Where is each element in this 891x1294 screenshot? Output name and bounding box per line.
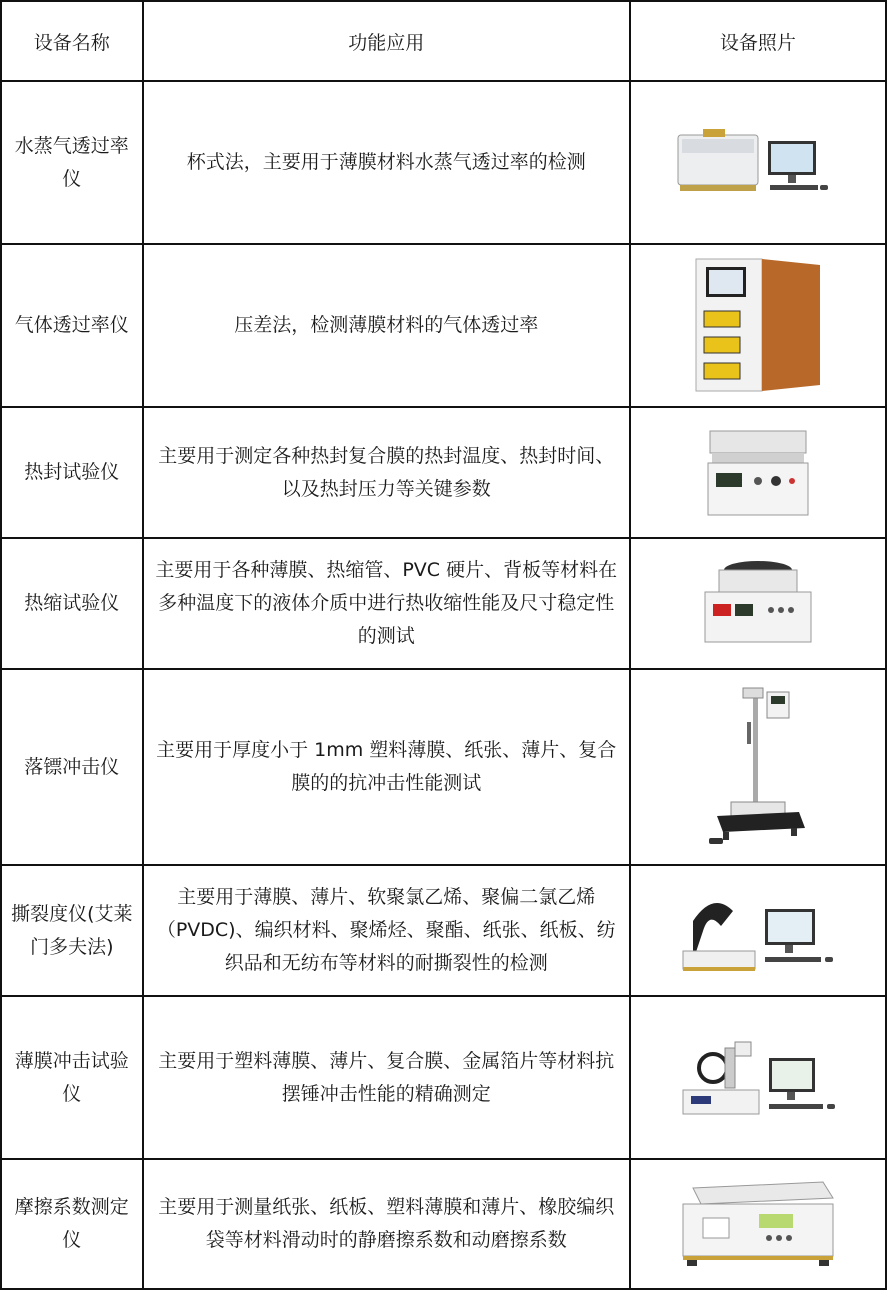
device-name: 水蒸气透过率仪 xyxy=(1,81,143,244)
dart-impact-tester-icon xyxy=(703,682,813,852)
header-name: 设备名称 xyxy=(1,1,143,81)
permeability-tester-with-monitor-icon xyxy=(668,123,848,203)
heat-shrink-tester-icon xyxy=(693,554,823,654)
device-function: 主要用于各种薄膜、热缩管、PVC 硬片、背板等材料在多种温度下的液体介质中进行热收缩性能及尺寸稳定性的测试 xyxy=(143,538,630,669)
header-photo: 设备照片 xyxy=(630,1,886,81)
device-photo xyxy=(630,1159,886,1289)
device-function: 主要用于测量纸张、纸板、塑料薄膜和薄片、橡胶编织袋等材料滑动时的静磨擦系数和动磨擦系数 xyxy=(143,1159,630,1289)
device-photo xyxy=(630,538,886,669)
device-name: 薄膜冲击试验仪 xyxy=(1,996,143,1159)
header-row xyxy=(1,1,886,81)
table-row xyxy=(1,1159,886,1289)
device-function: 主要用于厚度小于 1mm 塑料薄膜、纸张、薄片、复合膜的的抗冲击性能测试 xyxy=(143,669,630,865)
table-row xyxy=(1,407,886,538)
device-photo xyxy=(630,81,886,244)
device-photo xyxy=(630,407,886,538)
device-photo xyxy=(630,244,886,407)
table-row xyxy=(1,81,886,244)
device-name: 落镖冲击仪 xyxy=(1,669,143,865)
heat-seal-tester-icon xyxy=(698,423,818,523)
device-name: 热缩试验仪 xyxy=(1,538,143,669)
table-row xyxy=(1,538,886,669)
header-function: 功能应用 xyxy=(143,1,630,81)
table-row xyxy=(1,865,886,996)
device-name: 热封试验仪 xyxy=(1,407,143,538)
table-row xyxy=(1,244,886,407)
device-function: 杯式法，主要用于薄膜材料水蒸气透过率的检测 xyxy=(143,81,630,244)
device-photo xyxy=(630,669,886,865)
device-function: 压差法，检测薄膜材料的气体透过率 xyxy=(143,244,630,407)
friction-coefficient-tester-icon xyxy=(673,1174,843,1274)
device-function: 主要用于测定各种热封复合膜的热封温度、热封时间、以及热封压力等关键参数 xyxy=(143,407,630,538)
device-name: 气体透过率仪 xyxy=(1,244,143,407)
device-name: 撕裂度仪(艾莱门多夫法) xyxy=(1,865,143,996)
elmendorf-tear-tester-icon xyxy=(673,881,843,981)
pendulum-impact-tester-icon xyxy=(673,1028,843,1128)
device-name: 摩擦系数测定仪 xyxy=(1,1159,143,1289)
gas-permeability-cabinet-icon xyxy=(688,251,828,401)
device-function: 主要用于薄膜、薄片、软聚氯乙烯、聚偏二氯乙烯（PVDC)、编织材料、聚烯烃、聚酯、纸张、纸板、纺织品和无纺布等材料的耐撕裂性的检测 xyxy=(143,865,630,996)
device-photo xyxy=(630,865,886,996)
device-function: 主要用于塑料薄膜、薄片、复合膜、金属箔片等材料抗摆锤冲击性能的精确测定 xyxy=(143,996,630,1159)
table-row xyxy=(1,669,886,865)
table-row xyxy=(1,996,886,1159)
device-photo xyxy=(630,996,886,1159)
